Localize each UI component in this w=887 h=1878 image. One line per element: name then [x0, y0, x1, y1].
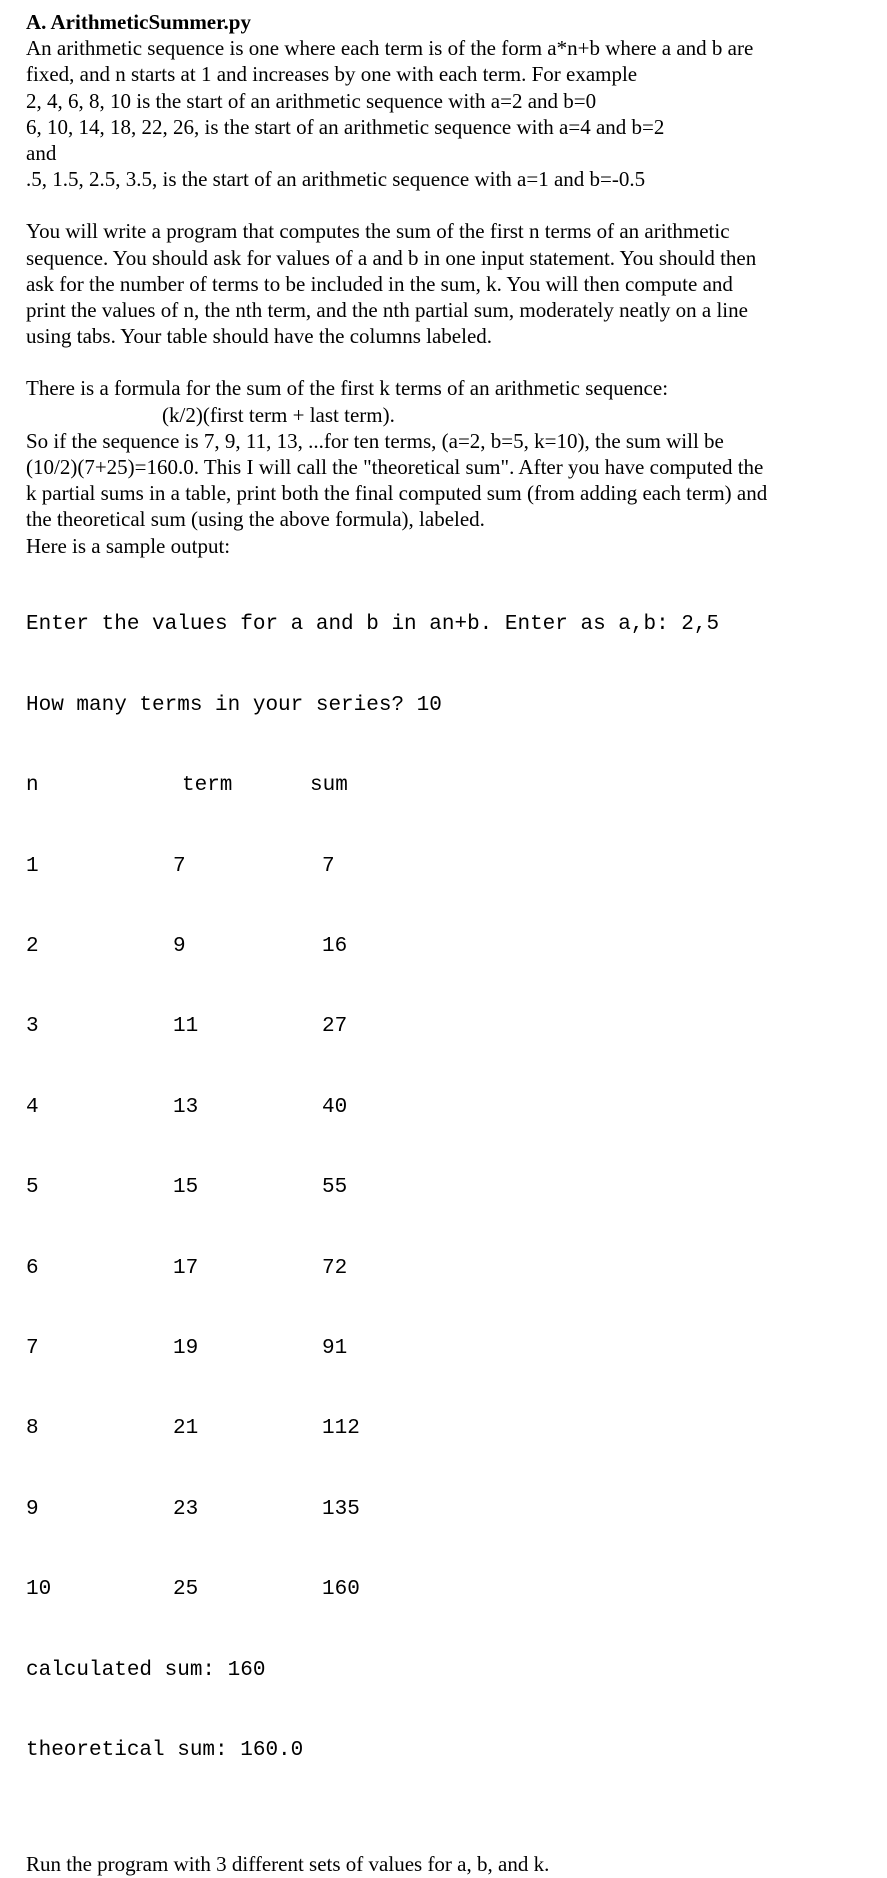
example-line: (10/2)(7+25)=160.0. This I will call the "theoretical sum". After you have computed the	[26, 455, 764, 480]
input-prompt-ab: Enter the values for a and b in an+b. Enter as a,b: 2,5	[26, 613, 720, 637]
final-instruction	[26, 1851, 876, 1877]
formula: (k/2)(first term + last term).	[162, 402, 395, 427]
intro-paragraph	[26, 35, 876, 192]
table-row	[26, 934, 876, 961]
cell-n: 3	[26, 1015, 39, 1039]
sample-output	[26, 559, 876, 1818]
table-row	[26, 1336, 876, 1363]
theoretical-sum-line: theoretical sum: 160.0	[26, 1738, 304, 1762]
cell-term: 7	[173, 854, 186, 878]
cell-sum: 55	[322, 1176, 348, 1200]
cell-sum: 16	[322, 935, 348, 959]
intro-line: 2, 4, 6, 8, 10 is the start of an arithmetic sequence with a=2 and b=0	[26, 88, 597, 113]
example-line: k partial sums in a table, print both the final computed sum (from adding each term) and	[26, 481, 768, 506]
table-row	[26, 1014, 876, 1041]
task-line: sequence. You should ask for values of a and b in one input statement. You should then	[26, 245, 757, 270]
calculated-sum-line: calculated sum: 160	[26, 1658, 266, 1682]
table-header-row	[26, 773, 876, 800]
intro-line: and	[26, 141, 57, 166]
example-line: the theoretical sum (using the above formula), labeled.	[26, 507, 485, 532]
cell-n: 10	[26, 1578, 52, 1602]
table-row	[26, 1497, 876, 1524]
cell-n: 5	[26, 1176, 39, 1200]
cell-n: 4	[26, 1095, 39, 1119]
cell-term: 21	[173, 1417, 199, 1441]
cell-sum: 72	[322, 1256, 348, 1280]
final-instruction-text: Run the program with 3 different sets of values for a, b, and k.	[26, 1852, 550, 1877]
cell-sum: 27	[322, 1015, 348, 1039]
cell-term: 11	[173, 1015, 199, 1039]
task-paragraph	[26, 218, 876, 349]
table-row	[26, 854, 876, 881]
sample-output-label: Here is a sample output:	[26, 533, 231, 558]
table-row	[26, 1095, 876, 1122]
cell-sum: 160	[322, 1578, 360, 1602]
cell-n: 2	[26, 935, 39, 959]
cell-n: 8	[26, 1417, 39, 1441]
cell-sum: 112	[322, 1417, 360, 1441]
cell-sum: 135	[322, 1497, 360, 1521]
document	[26, 9, 876, 1878]
intro-line: An arithmetic sequence is one where each term is of the form a*n+b where a and b are	[26, 36, 754, 61]
intro-line: .5, 1.5, 2.5, 3.5, is the start of an arithmetic sequence with a=1 and b=-0.5	[26, 167, 646, 192]
table-row	[26, 1577, 876, 1604]
formula-paragraph	[26, 375, 876, 558]
cell-term: 13	[173, 1095, 199, 1119]
cell-term: 19	[173, 1336, 199, 1360]
cell-term: 15	[173, 1176, 199, 1200]
column-header-term: term	[182, 774, 233, 798]
cell-n: 9	[26, 1497, 39, 1521]
task-line: You will write a program that computes the sum of the first n terms of an arithmetic	[26, 219, 730, 244]
cell-n: 6	[26, 1256, 39, 1280]
table-row	[26, 1175, 876, 1202]
column-header-n: n	[26, 774, 39, 798]
assignment-title: A. ArithmeticSummer.py	[26, 10, 251, 34]
cell-term: 23	[173, 1497, 199, 1521]
column-header-sum: sum	[310, 774, 348, 798]
cell-n: 7	[26, 1336, 39, 1360]
intro-line: fixed, and n starts at 1 and increases by one with each term. For example	[26, 62, 638, 87]
cell-term: 17	[173, 1256, 199, 1280]
intro-line: 6, 10, 14, 18, 22, 26, is the start of an arithmetic sequence with a=4 and b=2	[26, 114, 665, 139]
cell-n: 1	[26, 854, 39, 878]
task-line: print the values of n, the nth term, and the nth partial sum, moderately neatly on a line	[26, 298, 748, 323]
formula-intro: There is a formula for the sum of the first k terms of an arithmetic sequence:	[26, 376, 669, 401]
input-prompt-terms: How many terms in your series? 10	[26, 693, 442, 717]
cell-sum: 7	[322, 854, 335, 878]
task-line: using tabs. Your table should have the columns labeled.	[26, 324, 493, 349]
table-row	[26, 1416, 876, 1443]
cell-term: 9	[173, 935, 186, 959]
cell-sum: 91	[322, 1336, 348, 1360]
example-line: So if the sequence is 7, 9, 11, 13, ...for ten terms, (a=2, b=5, k=10), the sum will be	[26, 428, 724, 453]
cell-sum: 40	[322, 1095, 348, 1119]
table-row	[26, 1256, 876, 1283]
task-line: ask for the number of terms to be included in the sum, k. You will then compute and	[26, 271, 733, 296]
cell-term: 25	[173, 1578, 199, 1602]
